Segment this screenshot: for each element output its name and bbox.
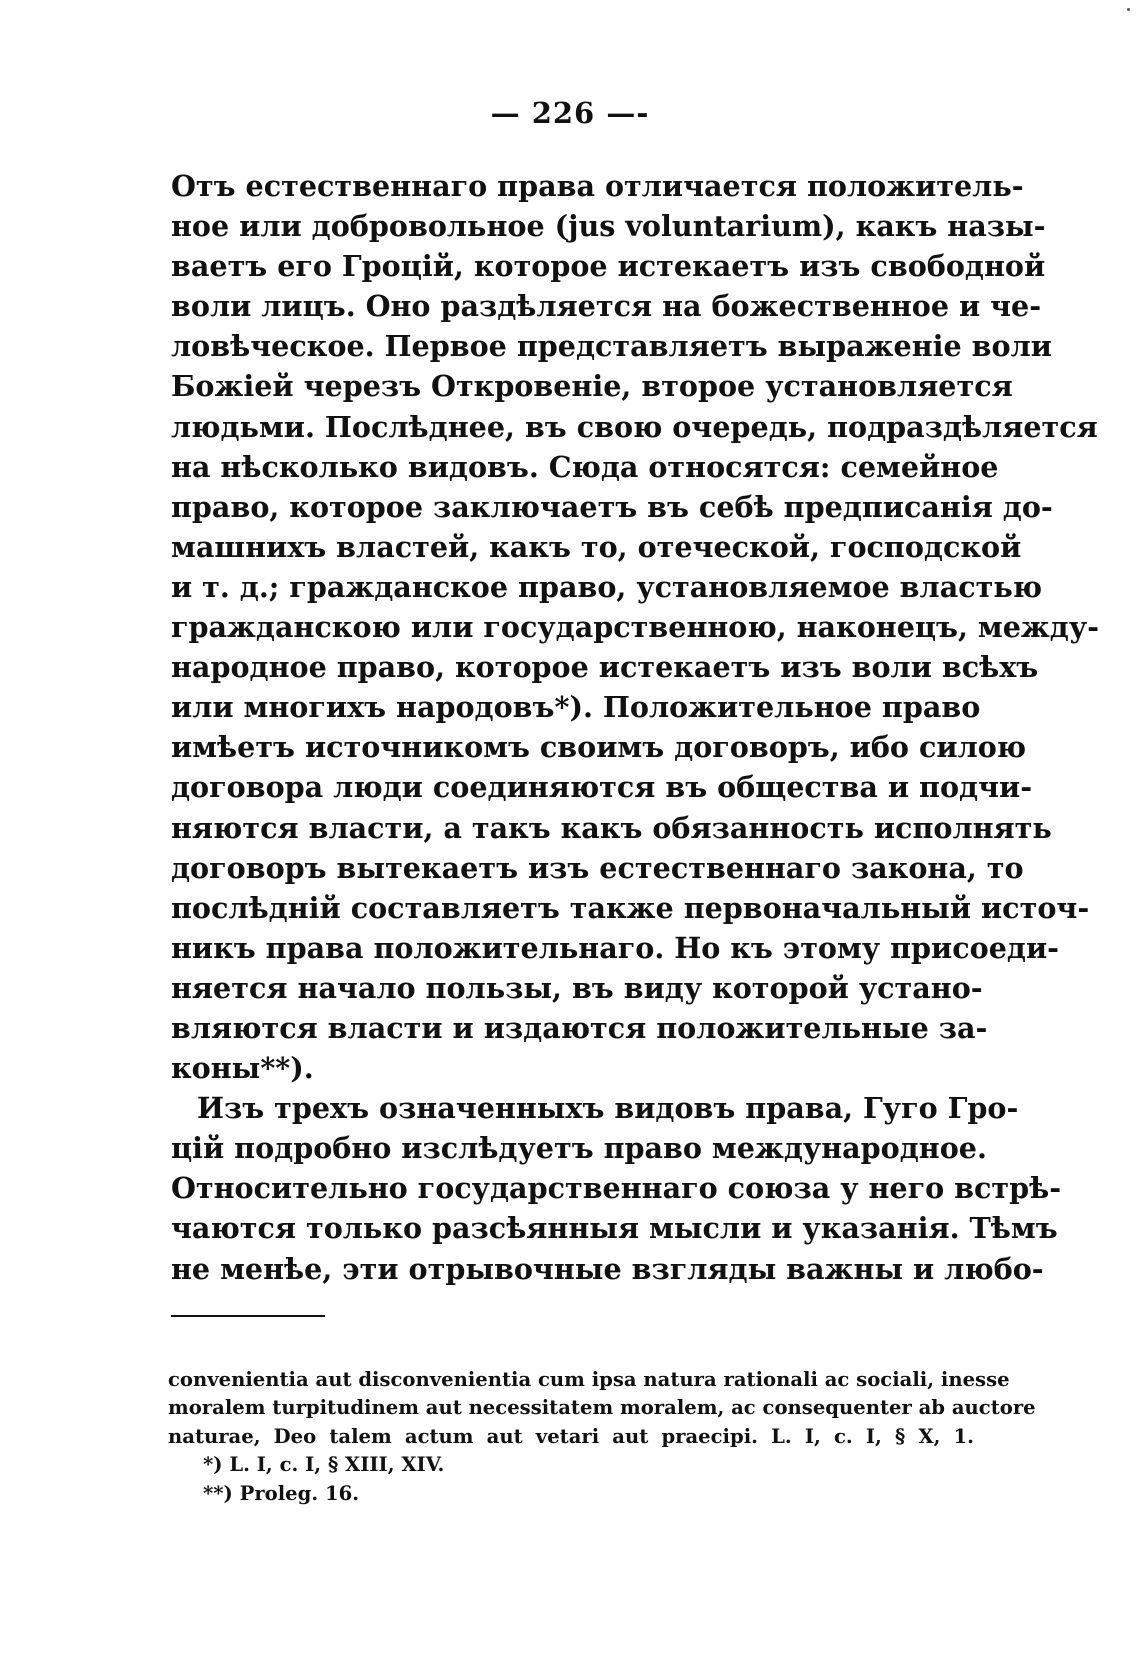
footnote-continuation	[168, 1366, 1036, 1451]
footnote-line: convenientia aut disconvenientia cum ipsa natura rationali ac sociali, inesse	[168, 1368, 1010, 1391]
text-line: народное право, которое истекаетъ изъ воли всѣхъ	[171, 650, 1039, 685]
text-line: ловѣческое. Первое представляетъ выраженіе воли	[171, 329, 1052, 364]
text-line: не менѣе, эти отрывочные взгляды важны и любо-	[171, 1251, 1044, 1286]
text-line: имѣетъ источникомъ своимъ договоръ, ибо силою	[171, 730, 1027, 765]
text-line: или многихъ народовъ*). Положительное право	[171, 690, 981, 725]
text-line: ваетъ его Гроцій, которое истекаетъ изъ свободной	[171, 249, 1046, 284]
paragraph-2	[171, 1088, 1062, 1288]
text-line: договоръ вытекаетъ изъ естественнаго закона, то	[171, 850, 1024, 885]
text-line: машнихъ властей, какъ то, отеческой, господской	[171, 529, 1022, 564]
text-line: никъ права положительнаго. Но къ этому присоеди-	[171, 930, 1060, 965]
footnote-1: *) L. I, c. I, § XIII, XIV.	[203, 1453, 445, 1477]
text-line: няются власти, а такъ какъ обязанность исполнять	[171, 810, 1052, 845]
footnote-separator	[171, 1315, 325, 1317]
text-line: договора люди соединяются въ общества и подчи-	[171, 770, 1033, 805]
text-line: коны**).	[171, 1051, 314, 1086]
text-line: Относительно государственнаго союза у него встрѣ-	[171, 1171, 1062, 1206]
text-line: людьми. Послѣднее, въ свою очередь, подраздѣляется	[171, 409, 1098, 444]
text-line: Божіей черезъ Откровеніе, второе установляется	[171, 369, 1013, 404]
text-line: чаются только разсѣянныя мысли и указанія. Тѣмъ	[171, 1211, 1058, 1246]
text-line: ное или добровольное (jus voluntarium), какъ назы-	[171, 209, 1046, 244]
text-line: на нѣсколько видовъ. Сюда относятся: семейное	[171, 449, 999, 484]
main-text	[171, 166, 1099, 1289]
text-line: цій подробно изслѣдуетъ право международное.	[171, 1131, 987, 1166]
footnotes	[168, 1366, 1036, 1508]
page-number: — 226 —-	[490, 96, 650, 130]
text-line: право, которое заключаетъ въ себѣ предписанія до-	[171, 489, 1053, 524]
text-line: Отъ естественнаго права отличается положитель-	[171, 169, 1024, 203]
text-line: послѣдній составляетъ также первоначальный источ-	[171, 890, 1090, 925]
text-line: воли лицъ. Оно раздѣляется на божественное и че-	[171, 289, 1042, 324]
text-line: гражданскою или государственною, наконецъ, между-	[171, 610, 1099, 645]
text-line: Изъ трехъ означенныхъ видовъ права, Гуго Гро-	[197, 1091, 1019, 1126]
paragraph-1	[171, 166, 1099, 1088]
text-line: вляются власти и издаются положительные за-	[171, 1010, 988, 1045]
footnote-line: moralem turpitudinem aut necessitatem moralem, ac consequenter ab auctore	[168, 1396, 1036, 1420]
text-line: няется начало пользы, въ виду которой устано-	[171, 970, 983, 1005]
footnote-line: naturae, Deo talem actum aut vetari aut praecipi. L. I, c. I, § X, 1.	[168, 1424, 974, 1448]
footnote-2: **) Proleg. 16.	[203, 1481, 360, 1505]
text-line: и т. д.; гражданское право, установляемое властью	[171, 569, 1043, 604]
scan-speck	[1127, 8, 1130, 11]
